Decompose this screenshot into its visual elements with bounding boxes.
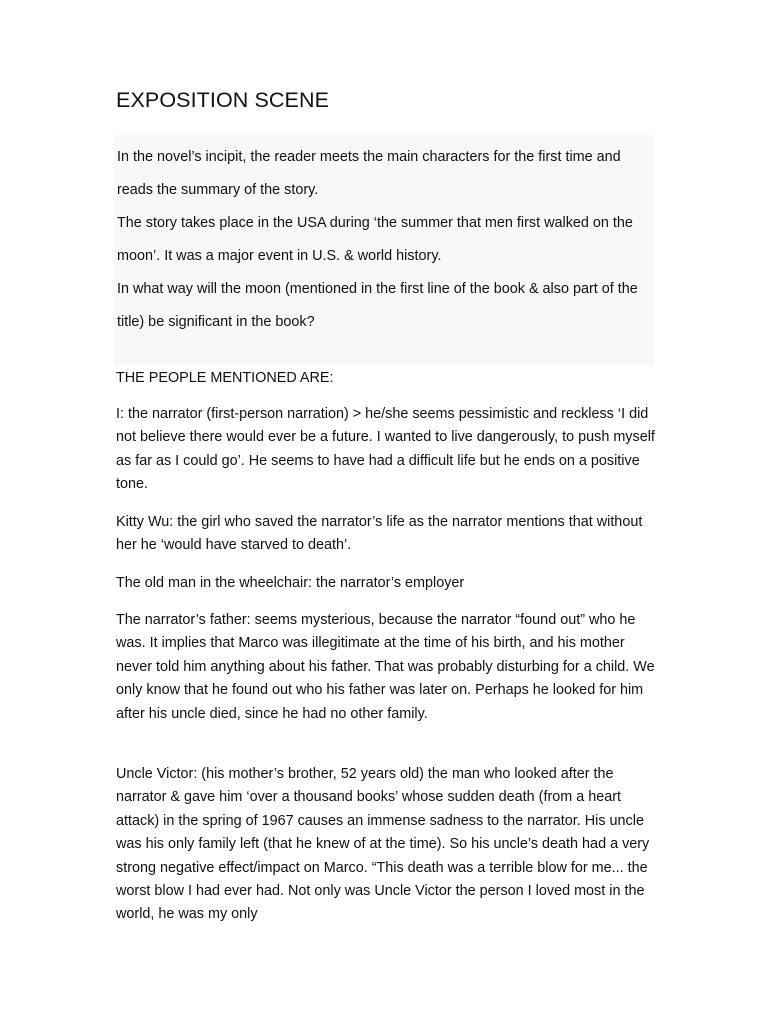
intro-paragraph-2: The story takes place in the USA during ‘the summer that men first walked on the moon’. It was a major event in U.S. & world history.: [117, 215, 633, 264]
page-title: EXPOSITION SCENE: [116, 88, 330, 112]
people-heading: THE PEOPLE MENTIONED ARE:: [116, 370, 334, 386]
uncle-victor-paragraph: Uncle Victor: (his mother’s brother, 52 years old) the man who looked after the narrator & gave him ‘over a thousand books’ whose sudden death (from a heart attack) in the spring of 1967 causes an immense sadness to the narrator. His uncle was his only family left (that he knew of at the time). So his uncle’s death had a very strong negative effect/impact on Marco. “This death was a terrible blow for me... the worst blow I had ever had. Not only was Uncle Victor the person I loved most in the world, he was my only: [116, 766, 650, 923]
father-paragraph: The narrator’s father: seems mysterious, because the narrator “found out” who he was. It implies that Marco was illegitimate at the time of his birth, and his mother never told him anything about his father. That was probably disturbing for a child. We only know that he found out who his father was later on. Perhaps he looked for him after his uncle died, since he had no other family.: [116, 612, 655, 722]
narrator-paragraph: I: the narrator (first-person narration) > he/she seems pessimistic and reckless ‘I did not believe there would ever be a future. I wanted to live dangerously, to push myself as far as I could go’. He seems to have had a difficult life but he ends on a positive tone.: [116, 406, 655, 493]
kitty-wu-paragraph: Kitty Wu: the girl who saved the narrator’s life as the narrator mentions that without her he ‘would have starved to death’.: [116, 514, 643, 554]
intro-text: [117, 141, 657, 339]
intro-paragraph-1: In the novel’s incipit, the reader meets the main characters for the first time and reads the summary of the story.: [117, 149, 621, 198]
intro-paragraph-3: In what way will the moon (mentioned in the first line of the book & also part of the title) be significant in the book?: [117, 281, 638, 330]
old-man-paragraph: The old man in the wheelchair: the narrator’s employer: [116, 575, 465, 591]
